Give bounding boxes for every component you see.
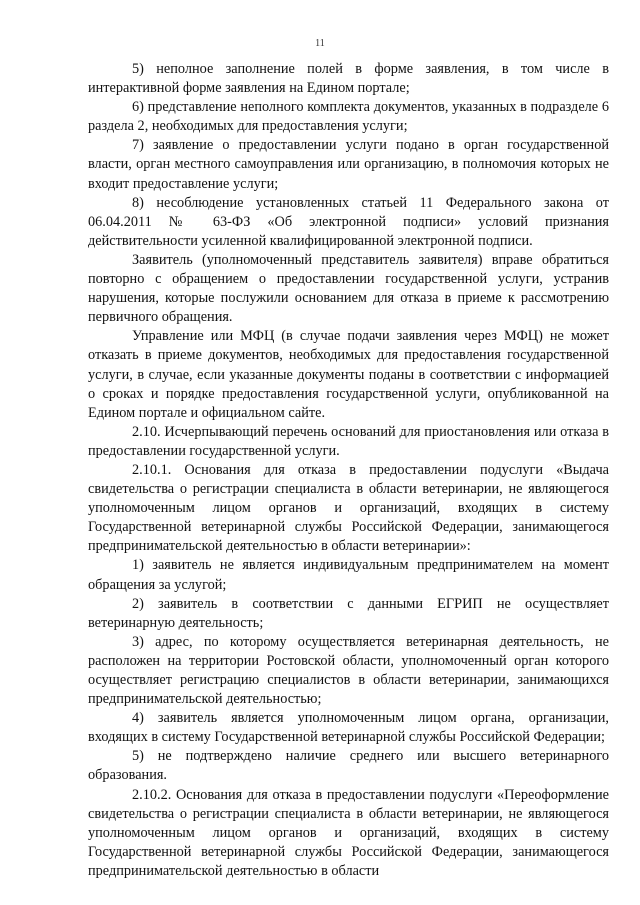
paragraph-repeat-request: Заявитель (уполномоченный представитель заявителя) вправе обратиться повторно с обращением о предоставлении государственной услуги, устранив нарушения, которые послужили основанием для отказа в приеме к рассмотрению первичного обращения. (88, 251, 609, 326)
paragraph-item-8: 8) несоблюдение установленных статьей 11 Федерального закона от 06.04.2011 № 63-ФЗ «Об электронной подписи» условий признания действительности усиленной квалифицированной электронной подписи. (88, 194, 609, 249)
paragraph-ground-4: 4) заявитель является уполномоченным лицом органа, организации, входящих в систему Государственной ветеринарной службы Российской Федерации; (88, 710, 609, 746)
page-number: 11 (315, 38, 325, 49)
paragraph-ground-5: 5) не подтверждено наличие среднего или высшего ветеринарного образования. (88, 748, 609, 784)
paragraph-ground-1: 1) заявитель не является индивидуальным предпринимателем на момент обращения за услугой; (88, 557, 609, 593)
paragraph-mfc-obligation: Управление или МФЦ (в случае подачи заявления через МФЦ) не может отказать в приеме документов, необходимых для предоставления государственной услуги, в случае, если указанные документы поданы в соответствии с информацией о сроках и порядке предоставления государственной услуги, опубликованной на Едином портале и официальном сайте. (88, 328, 609, 421)
paragraph-item-7: 7) заявление о предоставлении услуги подано в орган государственной власти, орган местного самоуправления или организацию, в полномочия которых не входит предоставление услуги; (88, 137, 609, 192)
paragraph-item-6: 6) представление неполного комплекта документов, указанных в подразделе 6 раздела 2, необходимых для предоставления услуги; (88, 99, 609, 135)
paragraph-section-2-10-2: 2.10.2. Основания для отказа в предоставлении подуслуги «Переоформление свидетельства о регистрации специалиста в области ветеринарии, не являющегося уполномоченным лицом органов и организаций, входящих в систему Государственной ветеринарной службы Российской Федерации, занимающегося предпринимательской деятельностью в области (88, 786, 609, 879)
paragraph-ground-2: 2) заявитель в соответствии с данными ЕГРИП не осуществляет ветеринарную деятельность; (88, 595, 609, 631)
paragraph-section-2-10-1: 2.10.1. Основания для отказа в предоставлении подуслуги «Выдача свидетельства о регистрации специалиста в области ветеринарии, не являющегося уполномоченным лицом органов и организаций, входящих в систему Государственной ветеринарной службы Российской Федерации, занимающегося предпринимательской деятельностью в области ветеринарии»: (88, 461, 609, 555)
paragraph-item-5: 5) неполное заполнение полей в форме заявления, в том числе в интерактивной форме заявления на Едином портале; (88, 61, 609, 97)
document-body (88, 60, 609, 881)
paragraph-section-2-10: 2.10. Исчерпывающий перечень оснований для приостановления или отказа в предоставлении государственной услуги. (88, 423, 609, 459)
paragraph-ground-3: 3) адрес, по которому осуществляется ветеринарная деятельность, не расположен на территории Ростовской области, уполномоченный орган которого осуществляет регистрацию специалистов в области ветеринарии, занимающихся предпринимательской деятельностью; (88, 633, 609, 708)
